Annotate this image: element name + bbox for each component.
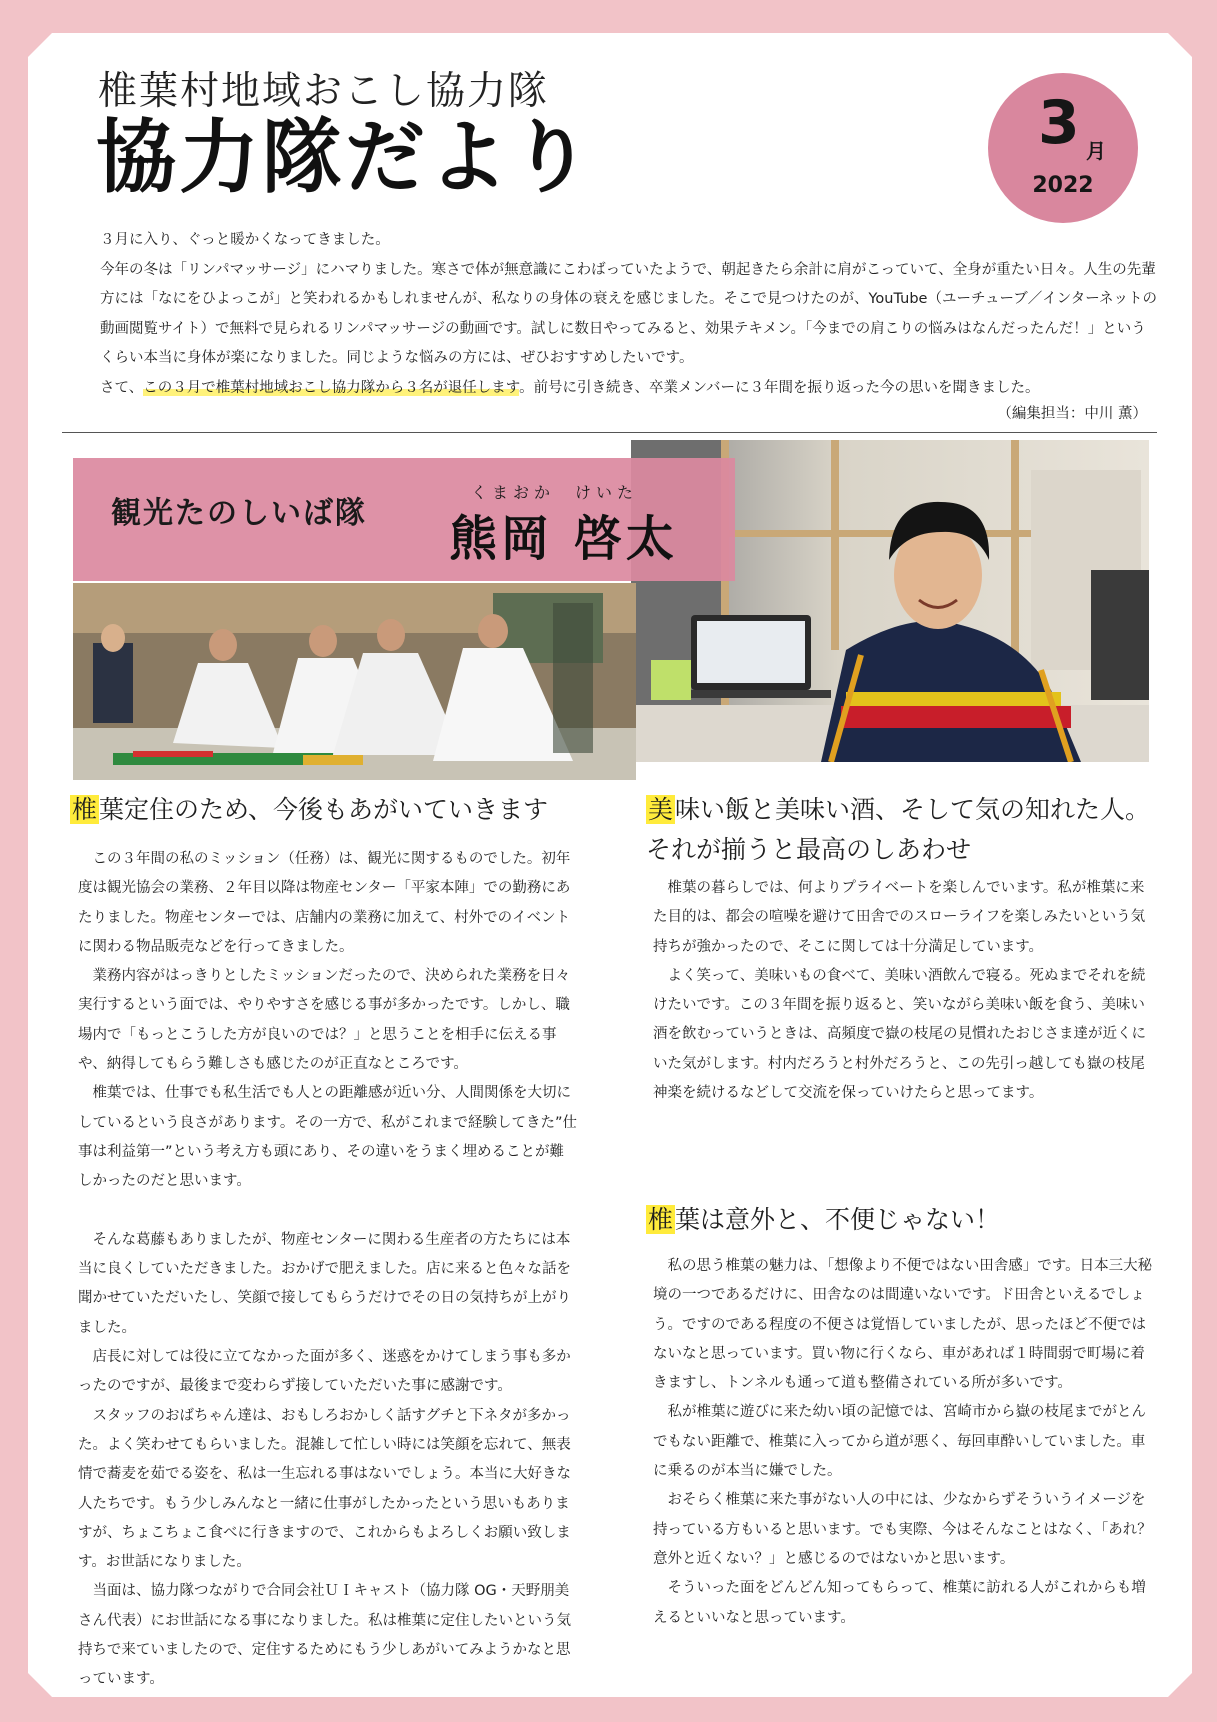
name-reading-surname: くまおか — [471, 483, 556, 502]
heading-text: 味い飯と美味い酒、そして気の知れた人。 — [675, 795, 1151, 824]
newsletter-title: 協力隊だより — [96, 111, 594, 204]
unit-name: 観光たのしいば隊 — [111, 496, 367, 531]
paragraph: そういった面をどんどん知ってもらって、椎葉に訪れる人がこれからも増えるといいなと思っています。 — [653, 1580, 1146, 1626]
intro-text — [100, 226, 1160, 403]
paragraph: この３年間の私のミッション（任務）は、観光に関するものでした。初年度は観光協会の業務、２年目以降は物産センター「平家本陣」での勤務にあたりました。物産センターでは、店舗内の業務に加えて、村外でのイベントに関わる物品販売などを行ってきました。 — [78, 851, 571, 955]
member-name: 熊岡 啓太 — [449, 511, 678, 567]
paragraph: スタッフのおばちゃん達は、おもしろおかしく話すグチと下ネタが多かった。よく笑わせてもらいました。混雑して忙しい時には笑顔を忘れて、無表情で蕎麦を茹でる姿を、私は一生忘れる事はないでしょう。本当に大好きな人たちです。もう少しみんなと一緒に仕事がしたかったという思いもありますが、ちょこちょこ食べに行きますので、これからもよろしくお願い致します。お世話になりました。 — [78, 1407, 571, 1571]
left-column-heading — [70, 790, 548, 830]
paragraph: 私が椎葉に遊びに来た幼い頃の記憶では、宮崎市から嶽の枝尾までがとんでもない距離で、椎葉に入ってから道が悪く、毎回車酔いしていました。車に乗るのが本当に嫌でした。 — [653, 1404, 1146, 1480]
intro-paragraph: ３月に入り、ぐっと暖かくなってきました。 — [100, 232, 390, 248]
month-badge — [988, 73, 1138, 223]
intro-paragraph — [100, 374, 1160, 404]
month-number: 3 — [1038, 88, 1080, 158]
ceremony-photo — [73, 583, 636, 780]
heading-marker: 美 — [648, 795, 674, 824]
heading-text: 葉は意外と、不便じゃない！ — [675, 1205, 1001, 1234]
paragraph: そんな葛藤もありましたが、物産センターに関わる生産者の方たちには本当に良くしていただきました。おかげで肥えました。店に来ると色々な話を聞かせていただいたし、笑顔で接してもらうだけでその日の気持ちが上がりました。 — [78, 1231, 571, 1336]
right-column-body-1 — [653, 874, 1153, 1108]
intro-text-segment: さて、 — [100, 379, 144, 396]
month-unit: 月 — [1086, 139, 1106, 163]
highlighted-text: この３月で椎葉村地域おこし協力隊から３名が退任します — [143, 379, 520, 396]
organization-name: 椎葉村地域おこし協力隊 — [98, 69, 550, 114]
heading-marker: 椎 — [72, 795, 98, 824]
profile-banner — [73, 458, 735, 581]
intro-text-segment: 。前号に引き続き、卒業メンバーに３年間を振り返った今の思いを聞きました。 — [519, 379, 1040, 396]
left-column-body — [78, 845, 578, 1695]
paragraph: 業務内容がはっきりとしたミッションだったので、決められた業務を日々実行するという面では、やりやすさを感じる事が多かったです。しかし、職場内で「もっとこうした方が良いのでは？」と思うことを相手に伝える事や、納得してもらう難しさも感じたのが正直なところです。 — [78, 968, 571, 1073]
issue-year: 2022 — [1032, 173, 1094, 198]
paragraph: おそらく椎葉に来た事がない人の中には、少なからずそういうイメージを持っている方もいると思います。でも実際、今はそんなことはなく、「あれ？意外と近くない？」と感じるのではないかと思います。 — [653, 1492, 1152, 1567]
right-column-body-2 — [653, 1252, 1153, 1633]
right-column-heading-1-line-2: それが揃うと最高のしあわせ — [646, 835, 972, 864]
paragraph: 椎葉では、仕事でも私生活でも人との距離感が近い分、人間関係を大切にしているという良さがあります。その一方で、私がこれまで経験してきた”仕事は利益第一”という考え方も頭にあり、その違いをうまく埋めることが難しかったのだと思います。 — [78, 1085, 578, 1190]
divider — [62, 432, 1157, 433]
intro-paragraph: 今年の冬は「リンパマッサージ」にハマりました。寒さで体が無意識にこわばっていたようで、朝起きたら余計に肩がこっていて、全身が重たい日々。人生の先輩方には「なにをひよっこが」と笑われるかもしれませんが、私なりの身体の衰えを感じました。そこで見つけたのが、YouTube（ユーチューブ／インターネットの動画閲覧サイト）で無料で見られるリンパマッサージの動画です。試しに数日やってみると、効果テキメン。「今までの肩こりの悩みはなんだったんだ！」というくらい本当に身体が楽になりました。同じような悩みの方には、ぜひおすすめしたいです。 — [100, 261, 1157, 366]
paragraph: 店長に対しては役に立てなかった面が多く、迷惑をかけてしまう事も多かったのですが、最後まで変わらず接していただいた事に感謝です。 — [78, 1349, 571, 1395]
right-column-heading-1 — [646, 790, 1150, 830]
heading-marker: 椎 — [648, 1205, 674, 1234]
paragraph: よく笑って、美味いもの食べて、美味い酒飲んで寝る。死ぬまでそれを続けたいです。この３年間を振り返ると、笑いながら美味い飯を食う、美味い酒を飲むっていうときは、高頻度で嶽の枝尾の見慣れたおじさま達が近くにいた気がします。村内だろうと村外だろうと、この先引っ越しても嶽の枝尾神楽を続けるなどして交流を保っていけたらと思ってます。 — [653, 967, 1146, 1102]
right-column-heading-2 — [646, 1200, 1000, 1240]
paragraph: 椎葉の暮らしでは、何よりプライベートを楽しんでいます。私が椎葉に来た目的は、都会の喧噪を避けて田舎でのスローライフを楽しみたいという気持ちが強かったので、そこに関しては十分満足しています。 — [653, 880, 1146, 955]
paragraph: 当面は、協力隊つながりで合同会社ＵＩキャスト（協力隊 OG・天野朋美さん代表）にお世話になる事になりました。私は椎葉に定住したいという気持ちで来ていましたので、定住するためにもう少しあがいてみようかなと思っています。 — [78, 1583, 571, 1688]
editor-credit: （編集担当：中川 薫） — [997, 406, 1147, 422]
paragraph: 私の思う椎葉の魅力は、「想像より不便ではない田舎感」です。日本三大秘境の一つであるだけに、田舎なのは間違いないです。ド田舎といえるでしょう。ですのである程度の不便さは覚悟していましたが、思ったほど不便ではないなと思っています。買い物に行くなら、車があれば１時間弱で町場に着きますし、トンネルも通って道も整備されている所が多いです。 — [653, 1258, 1153, 1392]
heading-text: 葉定住のため、今後もあがいていきます — [99, 795, 549, 824]
name-reading-given: けいた — [575, 483, 639, 502]
